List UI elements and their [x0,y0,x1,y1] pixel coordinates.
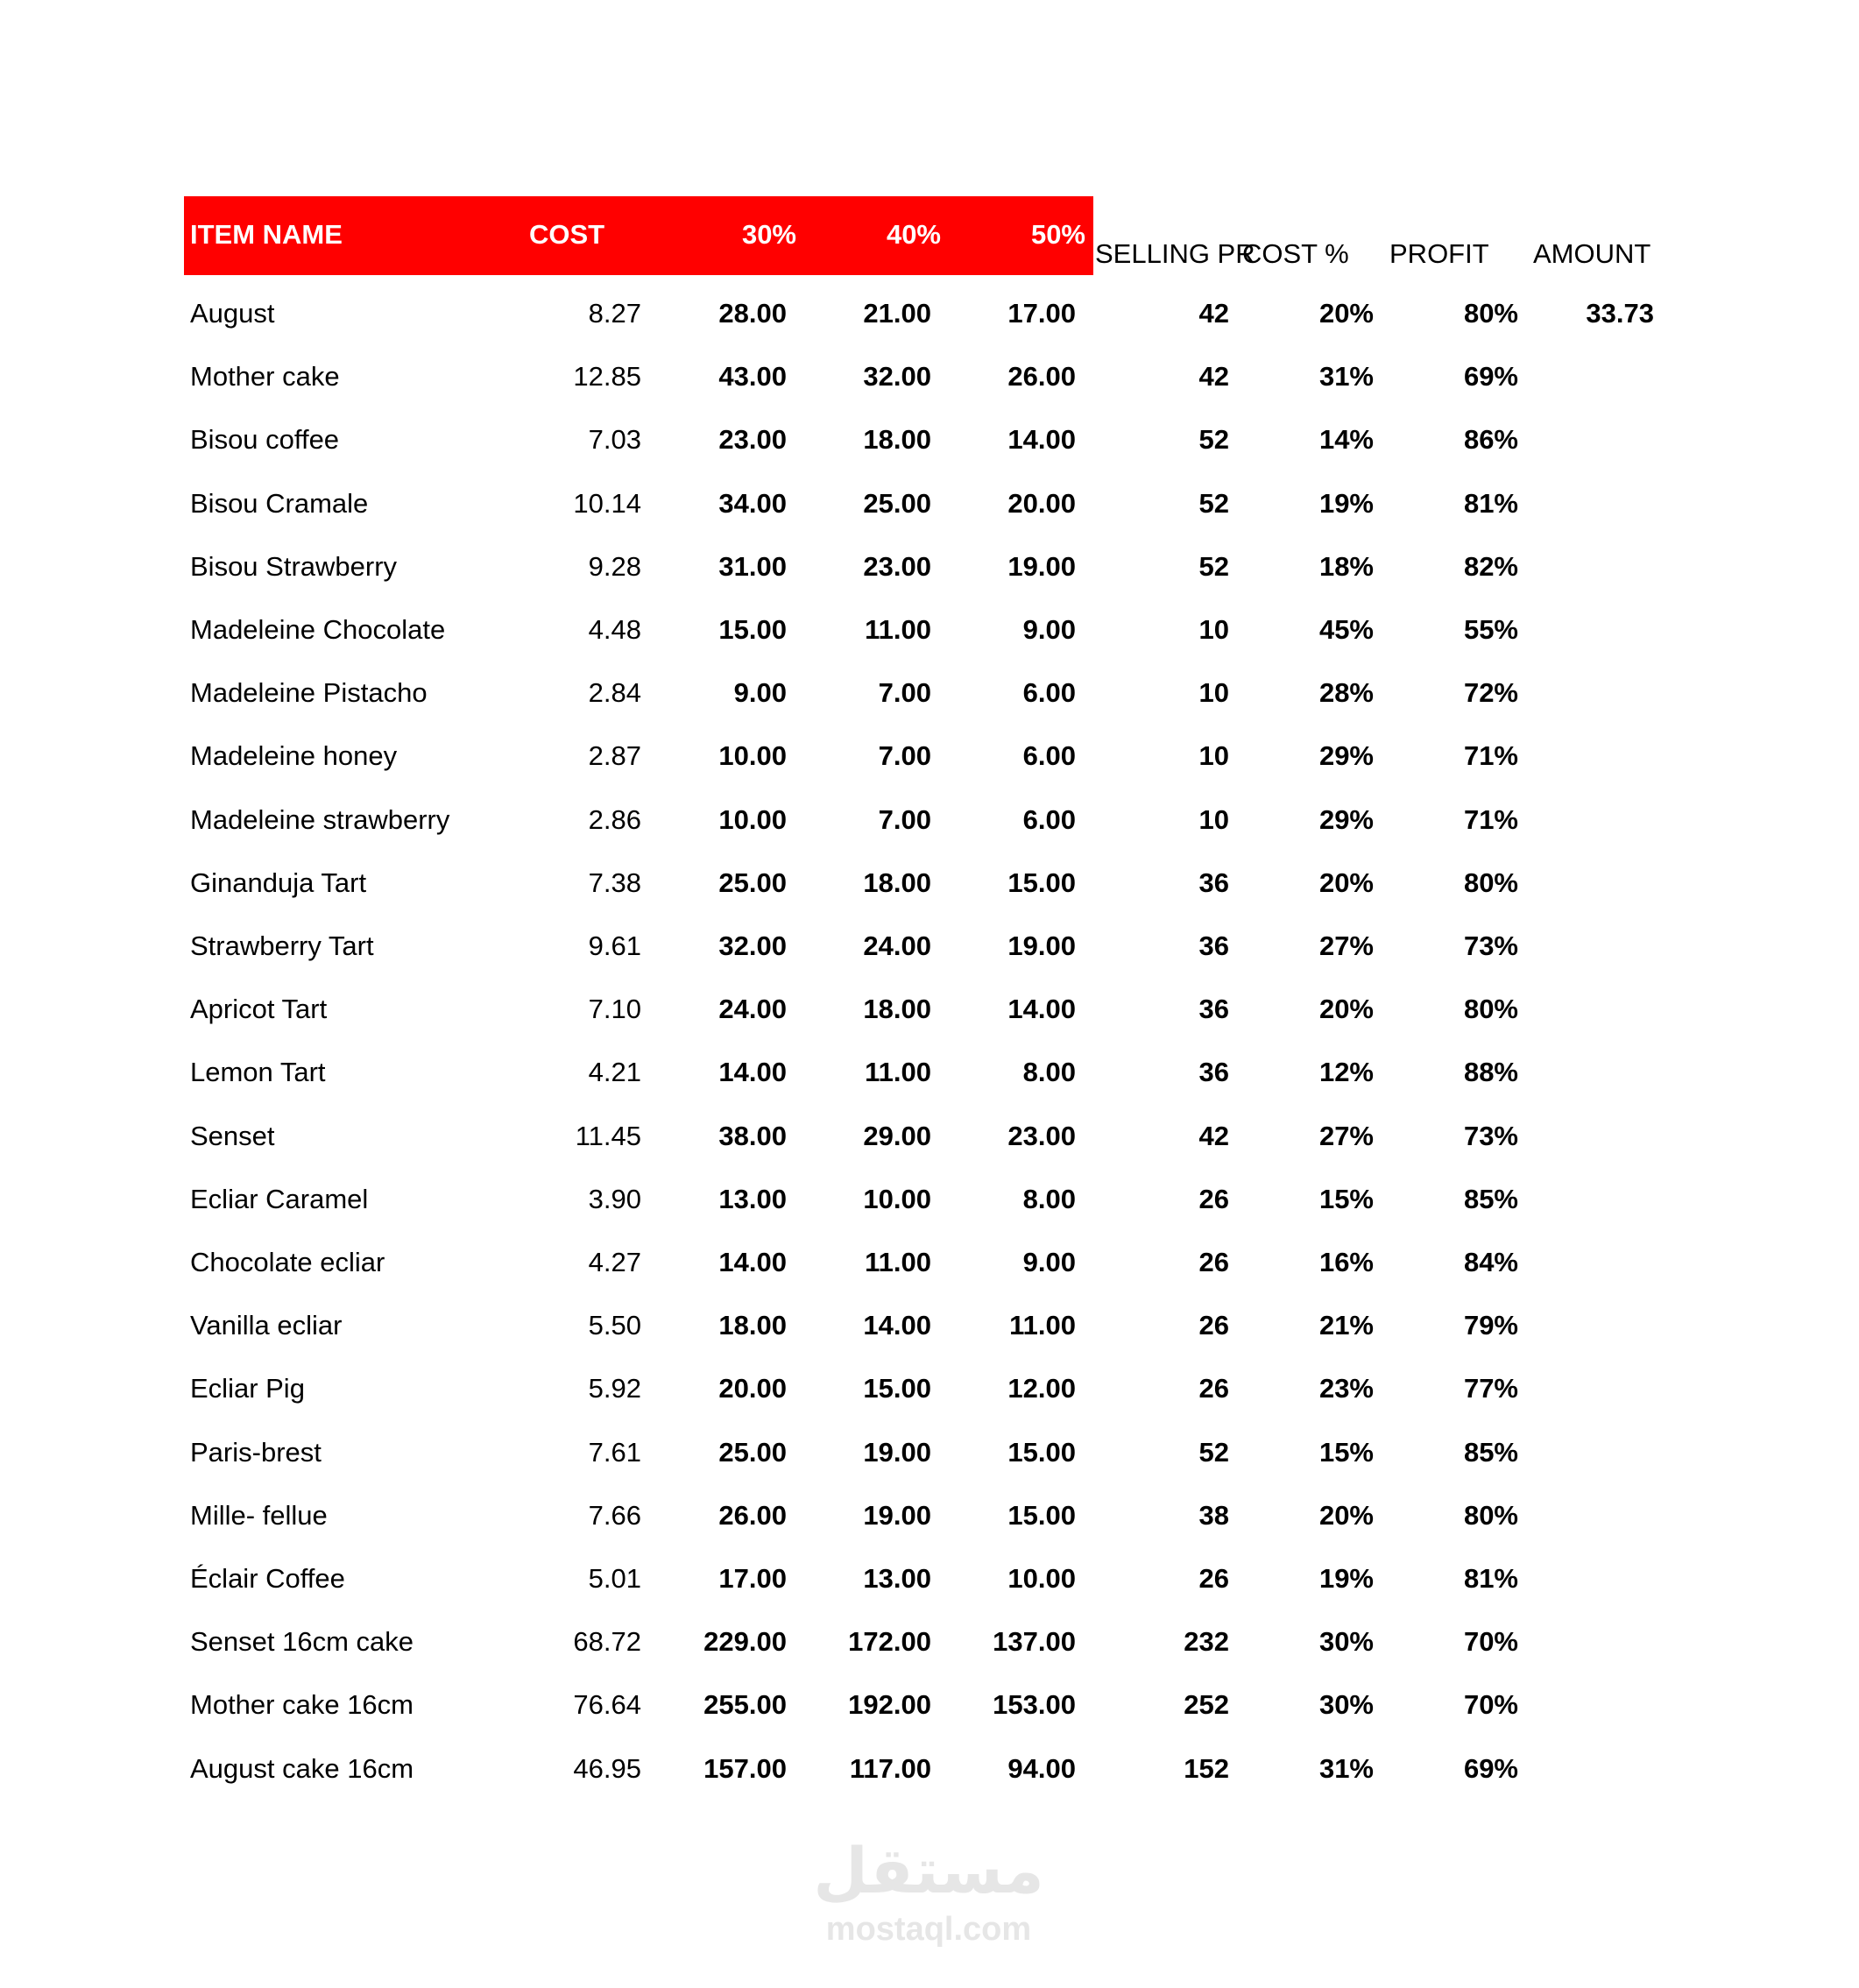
table-row [0,1168,1859,1231]
selling-price-cell: 42 [1198,298,1229,329]
item-name-cell: Madeleine Chocolate [190,614,446,645]
selling-price-cell: 26 [1198,1373,1229,1404]
selling-price-cell: 52 [1198,550,1229,582]
table-row [0,661,1859,725]
header-item-name: ITEM NAME [190,219,343,250]
cost-percent-cell: 20% [1318,298,1374,329]
item-name-cell: Bisou Strawberry [190,550,398,582]
price-50-cell: 17.00 [1007,298,1076,329]
table-row [0,915,1859,978]
price-30-cell: 10.00 [718,803,787,835]
price-30-cell: 14.00 [718,1247,787,1277]
item-name-cell: Vanilla ecliar [190,1310,343,1341]
header-cost-percent: COST % [1242,238,1349,269]
item-name-cell: Mille- fellue [190,1499,328,1531]
price-40-cell: 25.00 [863,487,931,519]
header-cost: COST [529,219,605,250]
profit-cell: 80% [1463,994,1518,1025]
item-name-cell: Bisou coffee [190,424,340,456]
item-name-cell: Madeleine Pistacho [190,677,428,709]
table-row [0,1673,1859,1737]
price-40-cell: 7.00 [878,803,931,835]
selling-price-cell: 52 [1198,487,1229,519]
price-50-cell: 14.00 [1007,424,1076,456]
price-50-cell: 6.00 [1022,677,1076,709]
price-40-cell: 11.00 [865,1247,931,1277]
item-name-cell: Chocolate ecliar [190,1247,385,1277]
table-row [0,1484,1859,1547]
watermark-logo: مستقل [813,1834,1044,1907]
price-40-cell: 14.00 [863,1310,931,1341]
price-30-cell: 25.00 [718,867,787,898]
price-30-cell: 20.00 [718,1373,787,1404]
item-name-cell: Ecliar Pig [190,1373,305,1404]
header-selling-price: SELLING PR [1095,238,1255,269]
table-row [0,789,1859,852]
price-40-cell: 10.00 [863,1183,931,1214]
watermark [806,1831,1051,1949]
price-50-cell: 15.00 [1007,867,1076,898]
cost-cell: 76.64 [573,1689,641,1721]
profit-cell: 70% [1463,1689,1518,1721]
price-40-cell: 7.00 [878,740,931,772]
table-row [0,1737,1859,1801]
selling-price-cell: 26 [1198,1247,1229,1277]
item-name-cell: Ginanduja Tart [190,867,367,898]
cost-percent-cell: 29% [1318,803,1374,835]
item-name-cell: Senset [190,1120,275,1151]
table-row [0,1357,1859,1420]
cost-cell: 2.84 [588,677,641,709]
price-30-cell: 25.00 [718,1436,787,1468]
price-30-cell: 26.00 [718,1499,787,1531]
cost-cell: 3.90 [588,1183,641,1214]
price-30-cell: 24.00 [718,994,787,1025]
profit-cell: 80% [1463,1499,1518,1531]
selling-price-cell: 232 [1184,1626,1229,1658]
table-row [0,408,1859,471]
cost-percent-cell: 30% [1318,1689,1374,1721]
item-name-cell: Lemon Tart [190,1057,326,1088]
item-name-cell: Mother cake [190,361,340,393]
cost-percent-cell: 23% [1318,1373,1374,1404]
cost-percent-cell: 16% [1318,1247,1374,1277]
profit-cell: 82% [1463,550,1518,582]
price-50-cell: 6.00 [1022,803,1076,835]
item-name-cell: Madeleine strawberry [190,803,450,835]
table-row [0,852,1859,915]
cost-percent-cell: 21% [1318,1310,1374,1341]
cost-cell: 8.27 [588,298,641,329]
price-50-cell: 19.00 [1007,550,1076,582]
profit-cell: 88% [1463,1057,1518,1088]
profit-cell: 73% [1463,930,1518,961]
price-50-cell: 8.00 [1022,1183,1076,1214]
price-30-cell: 38.00 [718,1120,787,1151]
item-name-cell: Mother cake 16cm [190,1689,414,1721]
profit-cell: 71% [1463,803,1518,835]
cost-percent-cell: 15% [1318,1436,1374,1468]
item-name-cell: Ecliar Caramel [190,1183,369,1214]
table-row [0,345,1859,408]
price-40-cell: 23.00 [863,550,931,582]
price-50-cell: 15.00 [1007,1436,1076,1468]
cost-percent-cell: 19% [1318,1563,1374,1594]
selling-price-cell: 36 [1198,930,1229,961]
price-30-cell: 18.00 [718,1310,787,1341]
selling-price-cell: 42 [1198,1120,1229,1151]
price-30-cell: 17.00 [718,1563,787,1594]
item-name-cell: Apricot Tart [190,994,328,1025]
price-40-cell: 32.00 [863,361,931,393]
cost-percent-cell: 30% [1318,1626,1374,1658]
price-30-cell: 229.00 [703,1626,787,1658]
table-row [0,1610,1859,1673]
price-40-cell: 11.00 [865,614,931,645]
price-30-cell: 14.00 [718,1057,787,1088]
cost-percent-cell: 20% [1318,994,1374,1025]
price-40-cell: 117.00 [849,1752,931,1784]
selling-price-cell: 36 [1198,867,1229,898]
selling-price-cell: 152 [1184,1752,1229,1784]
item-name-cell: Senset 16cm cake [190,1626,414,1658]
price-30-cell: 157.00 [703,1752,787,1784]
table-row [0,1231,1859,1294]
selling-price-cell: 26 [1198,1563,1229,1594]
cost-cell: 5.01 [588,1563,641,1594]
price-50-cell: 14.00 [1007,994,1076,1025]
cost-cell: 9.61 [588,930,641,961]
price-30-cell: 28.00 [718,298,787,329]
cost-cell: 7.61 [588,1436,641,1468]
profit-cell: 72% [1463,677,1518,709]
cost-percent-cell: 12% [1318,1057,1374,1088]
selling-price-cell: 10 [1198,803,1229,835]
cost-cell: 9.28 [588,550,641,582]
profit-cell: 80% [1463,298,1518,329]
selling-price-cell: 10 [1198,740,1229,772]
header-40-percent: 40% [886,219,941,250]
price-40-cell: 19.00 [863,1436,931,1468]
cost-percent-cell: 31% [1318,1752,1374,1784]
item-name-cell: Madeleine honey [190,740,398,772]
selling-price-cell: 26 [1198,1310,1229,1341]
cost-cell: 7.03 [588,424,641,456]
item-name-cell: Bisou Cramale [190,487,369,519]
profit-cell: 80% [1463,867,1518,898]
selling-price-cell: 38 [1198,1499,1229,1531]
cost-percent-cell: 15% [1318,1183,1374,1214]
cost-cell: 7.38 [588,867,641,898]
cost-cell: 11.45 [575,1120,641,1151]
price-50-cell: 137.00 [993,1626,1076,1658]
price-50-cell: 12.00 [1007,1373,1076,1404]
table-row [0,282,1859,345]
header-30-percent: 30% [741,219,796,250]
cost-percent-cell: 20% [1318,867,1374,898]
cost-percent-cell: 45% [1318,614,1374,645]
cost-cell: 7.66 [588,1499,641,1531]
price-40-cell: 18.00 [863,994,931,1025]
price-30-cell: 32.00 [718,930,787,961]
price-30-cell: 10.00 [718,740,787,772]
cost-percent-cell: 27% [1318,1120,1374,1151]
cost-cell: 10.14 [573,487,641,519]
selling-price-cell: 42 [1198,361,1229,393]
price-40-cell: 192.00 [848,1689,931,1721]
cost-cell: 4.21 [588,1057,641,1088]
price-50-cell: 8.00 [1022,1057,1076,1088]
cost-cell: 5.50 [588,1310,641,1341]
cost-percent-cell: 20% [1318,1499,1374,1531]
table-row [0,1105,1859,1168]
price-30-cell: 13.00 [718,1183,787,1214]
price-40-cell: 18.00 [863,424,931,456]
profit-cell: 81% [1463,1563,1518,1594]
price-50-cell: 11.00 [1009,1310,1076,1341]
header-profit: PROFIT [1389,238,1489,269]
cost-percent-cell: 31% [1318,361,1374,393]
profit-cell: 69% [1463,361,1518,393]
selling-price-cell: 10 [1198,614,1229,645]
table-row [0,535,1859,598]
table-row [0,598,1859,661]
price-40-cell: 24.00 [863,930,931,961]
price-50-cell: 15.00 [1007,1499,1076,1531]
selling-price-cell: 52 [1198,424,1229,456]
profit-cell: 70% [1463,1626,1518,1658]
cost-cell: 4.48 [588,614,641,645]
cost-cell: 2.87 [588,740,641,772]
price-30-cell: 255.00 [703,1689,787,1721]
price-40-cell: 19.00 [863,1499,931,1531]
profit-cell: 71% [1463,740,1518,772]
price-50-cell: 94.00 [1007,1752,1076,1784]
table-row [0,725,1859,788]
cost-percent-cell: 29% [1318,740,1374,772]
cost-cell: 46.95 [573,1752,641,1784]
price-50-cell: 10.00 [1007,1563,1076,1594]
price-30-cell: 43.00 [718,361,787,393]
price-40-cell: 18.00 [863,867,931,898]
profit-cell: 84% [1463,1247,1518,1277]
header-amount: AMOUNT [1533,238,1651,269]
price-30-cell: 31.00 [718,550,787,582]
price-50-cell: 6.00 [1022,740,1076,772]
item-name-cell: Éclair Coffee [190,1563,345,1594]
price-40-cell: 13.00 [863,1563,931,1594]
cost-cell: 4.27 [588,1247,641,1277]
price-50-cell: 23.00 [1007,1120,1076,1151]
profit-cell: 77% [1463,1373,1518,1404]
table-row [0,1041,1859,1104]
cost-percent-cell: 27% [1318,930,1374,961]
cost-cell: 7.10 [588,994,641,1025]
cost-cell: 68.72 [573,1626,641,1658]
price-50-cell: 153.00 [993,1689,1076,1721]
price-40-cell: 29.00 [863,1120,931,1151]
price-50-cell: 19.00 [1007,930,1076,961]
selling-price-cell: 10 [1198,677,1229,709]
cost-percent-cell: 18% [1318,550,1374,582]
table-row [0,1421,1859,1484]
price-30-cell: 9.00 [733,677,787,709]
profit-cell: 81% [1463,487,1518,519]
profit-cell: 85% [1463,1436,1518,1468]
cost-percent-cell: 19% [1318,487,1374,519]
selling-price-cell: 26 [1198,1183,1229,1214]
watermark-text: mostaql.com [825,1911,1032,1948]
cost-percent-cell: 14% [1318,424,1374,456]
table-row [0,978,1859,1041]
selling-price-cell: 36 [1198,994,1229,1025]
price-50-cell: 9.00 [1022,614,1076,645]
table-row [0,472,1859,535]
table-row [0,1294,1859,1357]
price-30-cell: 15.00 [718,614,787,645]
profit-cell: 86% [1463,424,1518,456]
amount-cell: 33.73 [1586,298,1654,329]
price-40-cell: 172.00 [848,1626,931,1658]
table-row [0,1547,1859,1610]
header-50-percent: 50% [1030,219,1085,250]
cost-percent-cell: 28% [1318,677,1374,709]
profit-cell: 73% [1463,1120,1518,1151]
profit-cell: 69% [1463,1752,1518,1784]
price-40-cell: 21.00 [863,298,931,329]
profit-cell: 85% [1463,1183,1518,1214]
cost-cell: 2.86 [588,803,641,835]
price-30-cell: 34.00 [718,487,787,519]
item-name-cell: August [190,298,275,329]
selling-price-cell: 36 [1198,1057,1229,1088]
price-50-cell: 9.00 [1022,1247,1076,1277]
profit-cell: 55% [1463,614,1518,645]
selling-price-cell: 52 [1198,1436,1229,1468]
price-30-cell: 23.00 [718,424,787,456]
item-name-cell: August cake 16cm [190,1752,414,1784]
price-40-cell: 11.00 [865,1057,931,1088]
item-name-cell: Strawberry Tart [190,930,374,961]
item-name-cell: Paris-brest [190,1436,322,1468]
selling-price-cell: 252 [1184,1689,1229,1721]
cost-cell: 12.85 [573,361,641,393]
cost-cell: 5.92 [588,1373,641,1404]
price-40-cell: 15.00 [863,1373,931,1404]
price-40-cell: 7.00 [878,677,931,709]
profit-cell: 79% [1463,1310,1518,1341]
price-50-cell: 26.00 [1007,361,1076,393]
price-50-cell: 20.00 [1007,487,1076,519]
